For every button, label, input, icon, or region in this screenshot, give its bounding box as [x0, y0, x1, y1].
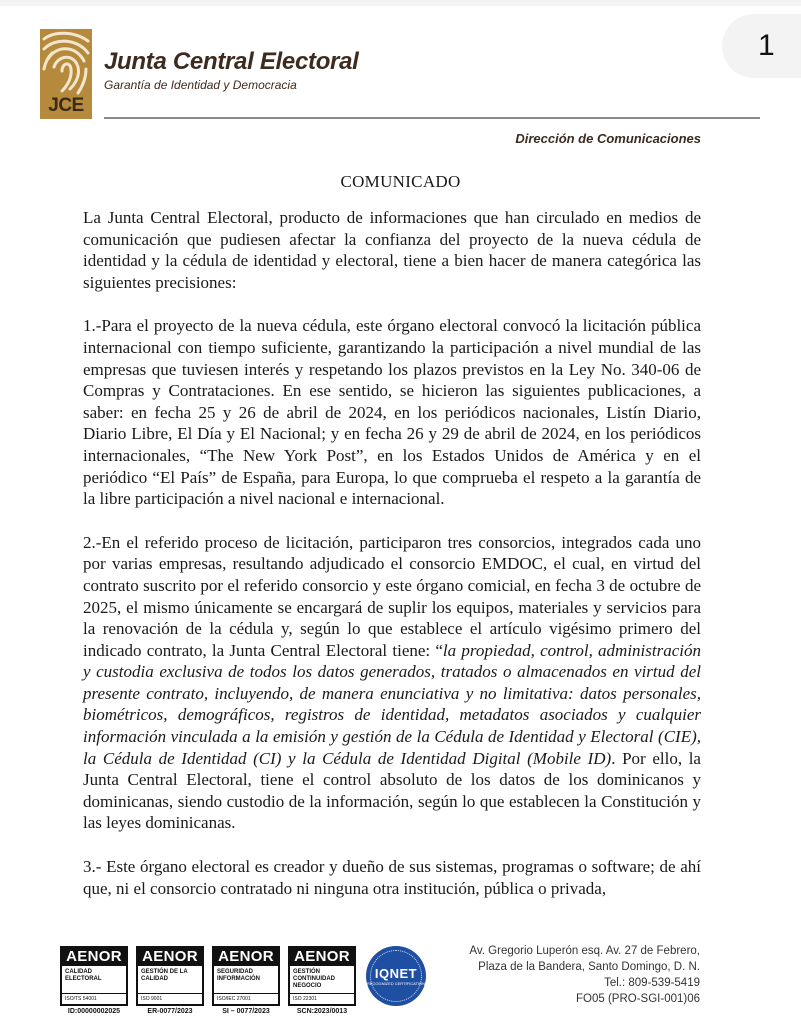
point-2-quote: la propiedad, control, administración y custodia exclusiva de todos los datos generados, tratados o almacenados en virtud del presente contrato, incluyendo, de manera enunciativa y no limitativa: datos personales, biométricos, demográficos, registros de identidad, metadatos asociados y cualquier información vinculada a la emisión y gestión de la Cédula de Identidad y Electoral (CIE), la Cédula de Identidad (CI) y la Cédula de Identidad Digital (Mobile ID) — [83, 640, 701, 768]
iqnet-name: IQNET — [374, 966, 418, 981]
badge-label: GESTIÓN CONTINUIDAD NEGOCIO — [290, 966, 354, 994]
address-line-1: Av. Gregorio Luperón esq. Av. 27 de Febrero, — [469, 945, 700, 957]
document-title: COMUNICADO — [340, 172, 461, 191]
badge-brand: AENOR — [214, 948, 278, 966]
badge-label: GESTIÓN DE LA CALIDAD — [138, 966, 202, 994]
aenor-badge-calidad-electoral — [60, 946, 128, 1015]
badge-id: SCN:2023/0013 — [296, 1008, 348, 1015]
badge-id: SI – 0077/2023 — [222, 1008, 270, 1015]
point-2-paragraph — [83, 532, 701, 834]
page-number: 1 — [758, 29, 775, 62]
page-number-indicator — [722, 14, 801, 78]
intro-paragraph: La Junta Central Electoral, producto de informaciones que han circulado en medios de comunicación que pudiesen afectar la confianza del proyecto de la nueva cédula de identidad y la cédula de identidad y electoral, tiene a bien hacer de manera categórica las siguientes precisiones: — [83, 208, 701, 292]
badge-standard: ISO 22301 — [293, 996, 317, 1002]
badge-label: SEGURIDAD INFORMACIÓN — [214, 966, 278, 994]
header-divider — [104, 117, 760, 119]
badge-standard: ISO/TS 54001 — [65, 996, 97, 1002]
aenor-badge-gestion-calidad — [136, 946, 204, 1015]
logo-acronym: JCE — [48, 95, 84, 116]
aenor-badge-seguridad-informacion — [212, 946, 280, 1015]
certification-badges — [60, 946, 426, 1015]
address-line-2: Plaza de la Bandera, Santo Domingo, D. N. — [478, 961, 700, 973]
viewer-top-bar — [0, 0, 801, 6]
iqnet-subtitle: RECOGNIZED CERTIFICATION — [366, 981, 426, 986]
department-label: Dirección de Comunicaciones — [515, 131, 701, 146]
point-3-paragraph: 3.- Este órgano electoral es creador y dueño de sus sistemas, programas o software; de ahí que, ni el consorcio contratado ni ninguna otra institución, pública o privada, — [83, 857, 701, 898]
phone: Tel.: 809-539-5419 — [604, 977, 700, 989]
badge-standard: ISO/IEC 27001 — [217, 996, 251, 1002]
fingerprint-icon — [40, 29, 92, 97]
badge-standard: ISO 9001 — [141, 996, 163, 1002]
iqnet-certification-seal — [366, 946, 426, 1006]
footer-address — [469, 943, 700, 1007]
badge-id: ER-0077/2023 — [147, 1008, 193, 1015]
jce-logo — [40, 29, 92, 119]
point-2-tail: . Por ello, la Junta Central Electoral, tiene el control absoluto de los datos de los dominicanos y dominicanas, siendo custodio de la información, según lo que establecen la Constitución y las leyes dominicanas. — [83, 748, 701, 833]
organization-name: Junta Central Electoral — [104, 48, 359, 75]
iqnet-ring-icon — [370, 950, 422, 1002]
form-code: FO05 (PRO-SGI-001)06 — [576, 993, 700, 1005]
badge-label: CALIDAD ELECTORAL — [62, 966, 126, 994]
badge-brand: AENOR — [290, 948, 354, 966]
badge-brand: AENOR — [62, 948, 126, 966]
badge-id: ID:00000002025 — [67, 1008, 121, 1015]
aenor-badge-continuidad-negocio — [288, 946, 356, 1015]
badge-brand: AENOR — [138, 948, 202, 966]
document-body — [83, 207, 701, 921]
point-1-paragraph: 1.-Para el proyecto de la nueva cédula, este órgano electoral convocó la licitación pública internacional con tiempo suficiente, garantizando la participación a nivel mundial de las empresas que tuviesen interés y respetando los plazos previstos en la Ley No. 340-06 de Compras y Contrataciones. En ese sentido, se hicieron las siguientes publicaciones, a saber: en fecha 25 y 26 de abril de 2024, en los periódicos nacionales, Listín Diario, Diario Libre, El Día y El Nacional; y en fecha 26 y 29 de abril de 2024, en los periódicos internacionales, “The New York Post”, en los Estados Unidos de América y en el periódico “El País” de España, para Europa, lo que comprueba el respeto a la garantía de la libre participación a nivel nacional e internacional. — [83, 316, 701, 509]
organization-tagline: Garantía de Identidad y Democracia — [104, 78, 297, 92]
point-2-lead: 2.-En el referido proceso de licitación, participaron tres consorcios, integrados cada uno por varias empresas, resultando adjudicado el consorcio EMDOC, el cual, en virtud del contrato suscrito por el referido consorcio y este órgano comicial, en fecha 3 de octubre de 2025, el mismo únicamente se encargará de suplir los equipos, materiales y servicios para la renovación de la cédula y, según lo que establece el artículo vigésimo primero del indicado contrato, la Junta Central Electoral tiene: “ — [83, 532, 701, 660]
